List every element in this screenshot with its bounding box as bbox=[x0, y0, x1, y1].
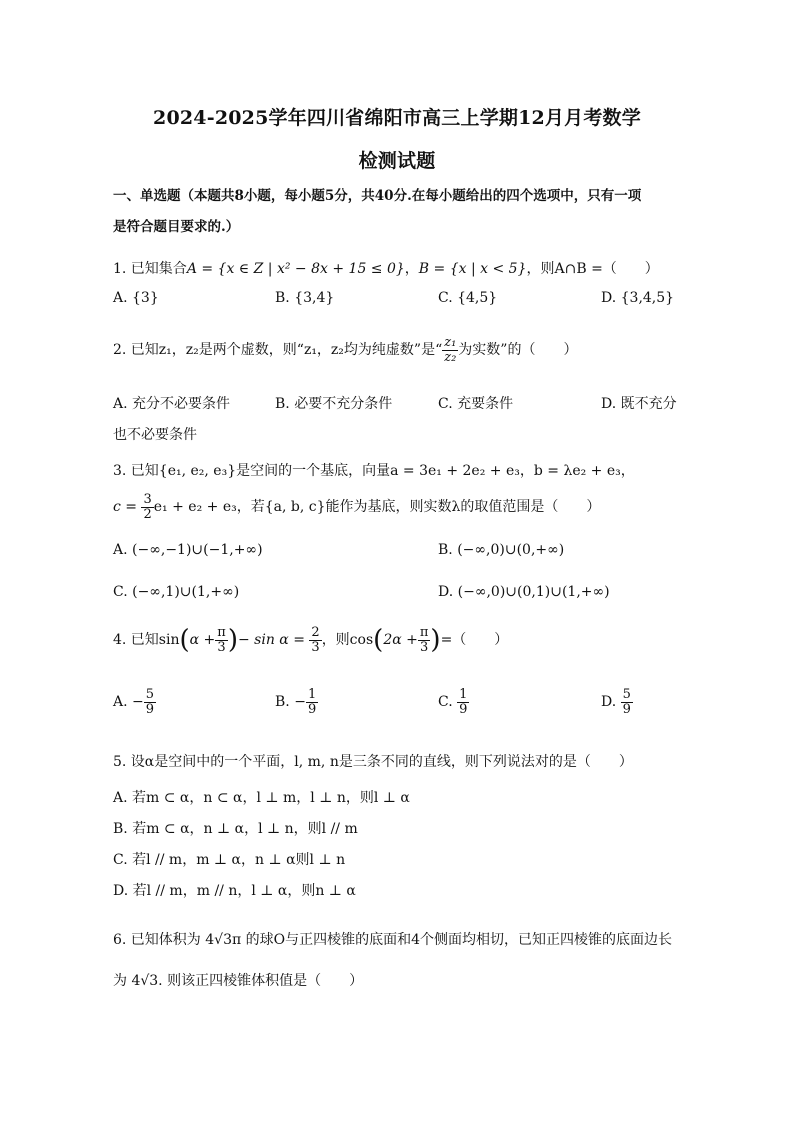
q4-frac-pi-2 bbox=[418, 626, 431, 654]
q4-paren-open: ( bbox=[179, 625, 190, 655]
question-2-stem bbox=[113, 336, 577, 364]
q4-paren-close: ) bbox=[227, 625, 238, 655]
q2-suffix: 为实数”的（ ） bbox=[458, 342, 578, 359]
section-heading-cont: 是符合题目要求的.） bbox=[113, 219, 240, 235]
q1-option-c: C. {4,5} bbox=[438, 290, 498, 306]
q4-option-c bbox=[438, 688, 469, 716]
q2-option-a: A. 充分不必要条件 bbox=[113, 396, 231, 412]
q1-prefix: 1. 已知集合 bbox=[113, 261, 187, 277]
q4-rhs-num: 2 bbox=[311, 624, 320, 640]
q4-option-a bbox=[113, 688, 156, 716]
question-4-stem bbox=[113, 625, 508, 655]
q4-rhs-fraction bbox=[309, 626, 321, 654]
q3-option-c: C. (−∞,1)∪(1,+∞) bbox=[113, 584, 240, 600]
q4-suffix: =（ ） bbox=[440, 632, 509, 648]
q5-option-d: D. 若l // m，m // n，l ⊥ α，则n ⊥ α bbox=[113, 883, 356, 899]
q3-suffix: e₁ + e₂ + e₃，若{a, b, c}能作为基底，则实数λ的取值范围是（ ） bbox=[153, 499, 601, 516]
q4-paren-open-2: ( bbox=[373, 625, 384, 655]
q5-option-b: B. 若m ⊂ α，n ⊥ α，l ⊥ n，则l // m bbox=[113, 821, 358, 837]
q4-b-fraction bbox=[306, 688, 318, 716]
q3-option-b: B. (−∞,0)∪(0,+∞) bbox=[438, 542, 565, 558]
q1-sep: ， bbox=[404, 261, 419, 277]
q4-b-num: 1 bbox=[307, 687, 317, 702]
q4-mid: ，则cos bbox=[321, 632, 374, 648]
q4-rhs-den: 3 bbox=[311, 639, 320, 655]
page-subtitle: 检测试题 bbox=[358, 150, 436, 172]
q4-c-fraction bbox=[457, 688, 469, 716]
q2-fraction bbox=[442, 336, 458, 364]
q3-option-d: D. (−∞,0)∪(0,1)∪(1,+∞) bbox=[438, 584, 610, 600]
q3-frac-num: 3 bbox=[143, 492, 152, 507]
q4-c-den: 9 bbox=[459, 701, 468, 717]
q4-a-num: 5 bbox=[145, 687, 155, 702]
question-6-stem-cont: 为 4√3. 则该正四棱锥体积值是（ ） bbox=[113, 973, 364, 989]
q4-option-b bbox=[275, 688, 318, 716]
q2-option-c: C. 充要条件 bbox=[438, 396, 514, 412]
q4-b-label: B. bbox=[275, 694, 290, 711]
q4-pi-num: π bbox=[217, 624, 226, 640]
q3-c-label: c = bbox=[113, 499, 138, 516]
q4-frac-pi bbox=[215, 626, 228, 654]
q2-option-d-cont: 也不必要条件 bbox=[113, 427, 197, 443]
q4-d-fraction bbox=[621, 688, 633, 716]
page-title: 2024-2025学年四川省绵阳市高三上学期12月月考数学 bbox=[153, 107, 641, 129]
q4-option-d bbox=[601, 688, 633, 716]
q4-b-den: 9 bbox=[307, 701, 317, 717]
q4-a-sign: − bbox=[132, 694, 144, 711]
q2-prefix: 2. 已知z₁，z₂是两个虚数，则“z₁，z₂均为纯虚数”是“ bbox=[113, 342, 443, 359]
question-3-stem-cont bbox=[113, 493, 600, 521]
q4-d-num: 5 bbox=[622, 687, 631, 702]
q1-option-b: B. {3,4} bbox=[275, 290, 335, 306]
q4-d-label: D. bbox=[601, 694, 617, 711]
q4-a-fraction bbox=[144, 688, 156, 716]
question-6-stem: 6. 已知体积为 4√3π 的球O与正四棱锥的底面和4个侧面均相切，已知正四棱锥的底面边长 bbox=[113, 932, 673, 948]
q3-option-a: A. (−∞,−1)∪(−1,+∞) bbox=[113, 542, 263, 558]
q1-option-d: D. {3,4,5} bbox=[601, 290, 675, 306]
q4-a-label: A. bbox=[113, 694, 128, 711]
q1-set-b: B = {x | x < 5} bbox=[418, 261, 527, 277]
q5-option-a: A. 若m ⊂ α，n ⊂ α，l ⊥ m，l ⊥ n，则l ⊥ α bbox=[113, 790, 410, 806]
q4-part3: 2α + bbox=[383, 632, 418, 648]
q4-c-num: 1 bbox=[459, 687, 468, 702]
q4-pi-num-2: π bbox=[419, 624, 429, 640]
q4-a-den: 9 bbox=[145, 701, 155, 717]
q3-frac-den: 2 bbox=[143, 506, 152, 522]
q2-option-b: B. 必要不充分条件 bbox=[275, 396, 393, 412]
q4-part1: α + bbox=[189, 632, 216, 648]
q4-pi-den: 3 bbox=[217, 639, 226, 655]
question-3-stem: 3. 已知{e₁, e₂, e₃}是空间的一个基底，向量a = 3e₁ + 2e₂ + e₃，b = λe₂ + e₃， bbox=[113, 463, 635, 479]
q4-paren-close-2: ) bbox=[430, 625, 441, 655]
q4-prefix: 4. 已知sin bbox=[113, 632, 180, 648]
q2-frac-den: z₂ bbox=[444, 349, 457, 365]
section-heading: 一、单选题（本题共8小题，每小题5分，共40分.在每小题给出的四个选项中，只有一项 bbox=[113, 188, 642, 204]
q1-set-a: A = {x ∈ Z | x² − 8x + 15 ≤ 0} bbox=[186, 261, 405, 277]
q2-option-d: D. 既不充分 bbox=[601, 396, 677, 412]
question-1-stem bbox=[113, 258, 659, 278]
q4-b-sign: − bbox=[294, 694, 306, 711]
q4-pi-den-2: 3 bbox=[419, 639, 429, 655]
q5-option-c: C. 若l // m，m ⊥ α，n ⊥ α则l ⊥ n bbox=[113, 852, 346, 868]
question-5-stem: 5. 设α是空间中的一个平面，l, m, n是三条不同的直线，则下列说法对的是（ ） bbox=[113, 754, 633, 770]
q4-c-label: C. bbox=[438, 694, 453, 711]
q1-suffix: ，则A∩B =（ ） bbox=[526, 261, 659, 277]
q4-part2: − sin α = bbox=[238, 632, 305, 648]
q1-option-a: A. {3} bbox=[113, 290, 159, 306]
q3-fraction bbox=[141, 493, 153, 521]
q2-frac-num: z₁ bbox=[444, 335, 457, 350]
q4-d-den: 9 bbox=[622, 701, 631, 717]
